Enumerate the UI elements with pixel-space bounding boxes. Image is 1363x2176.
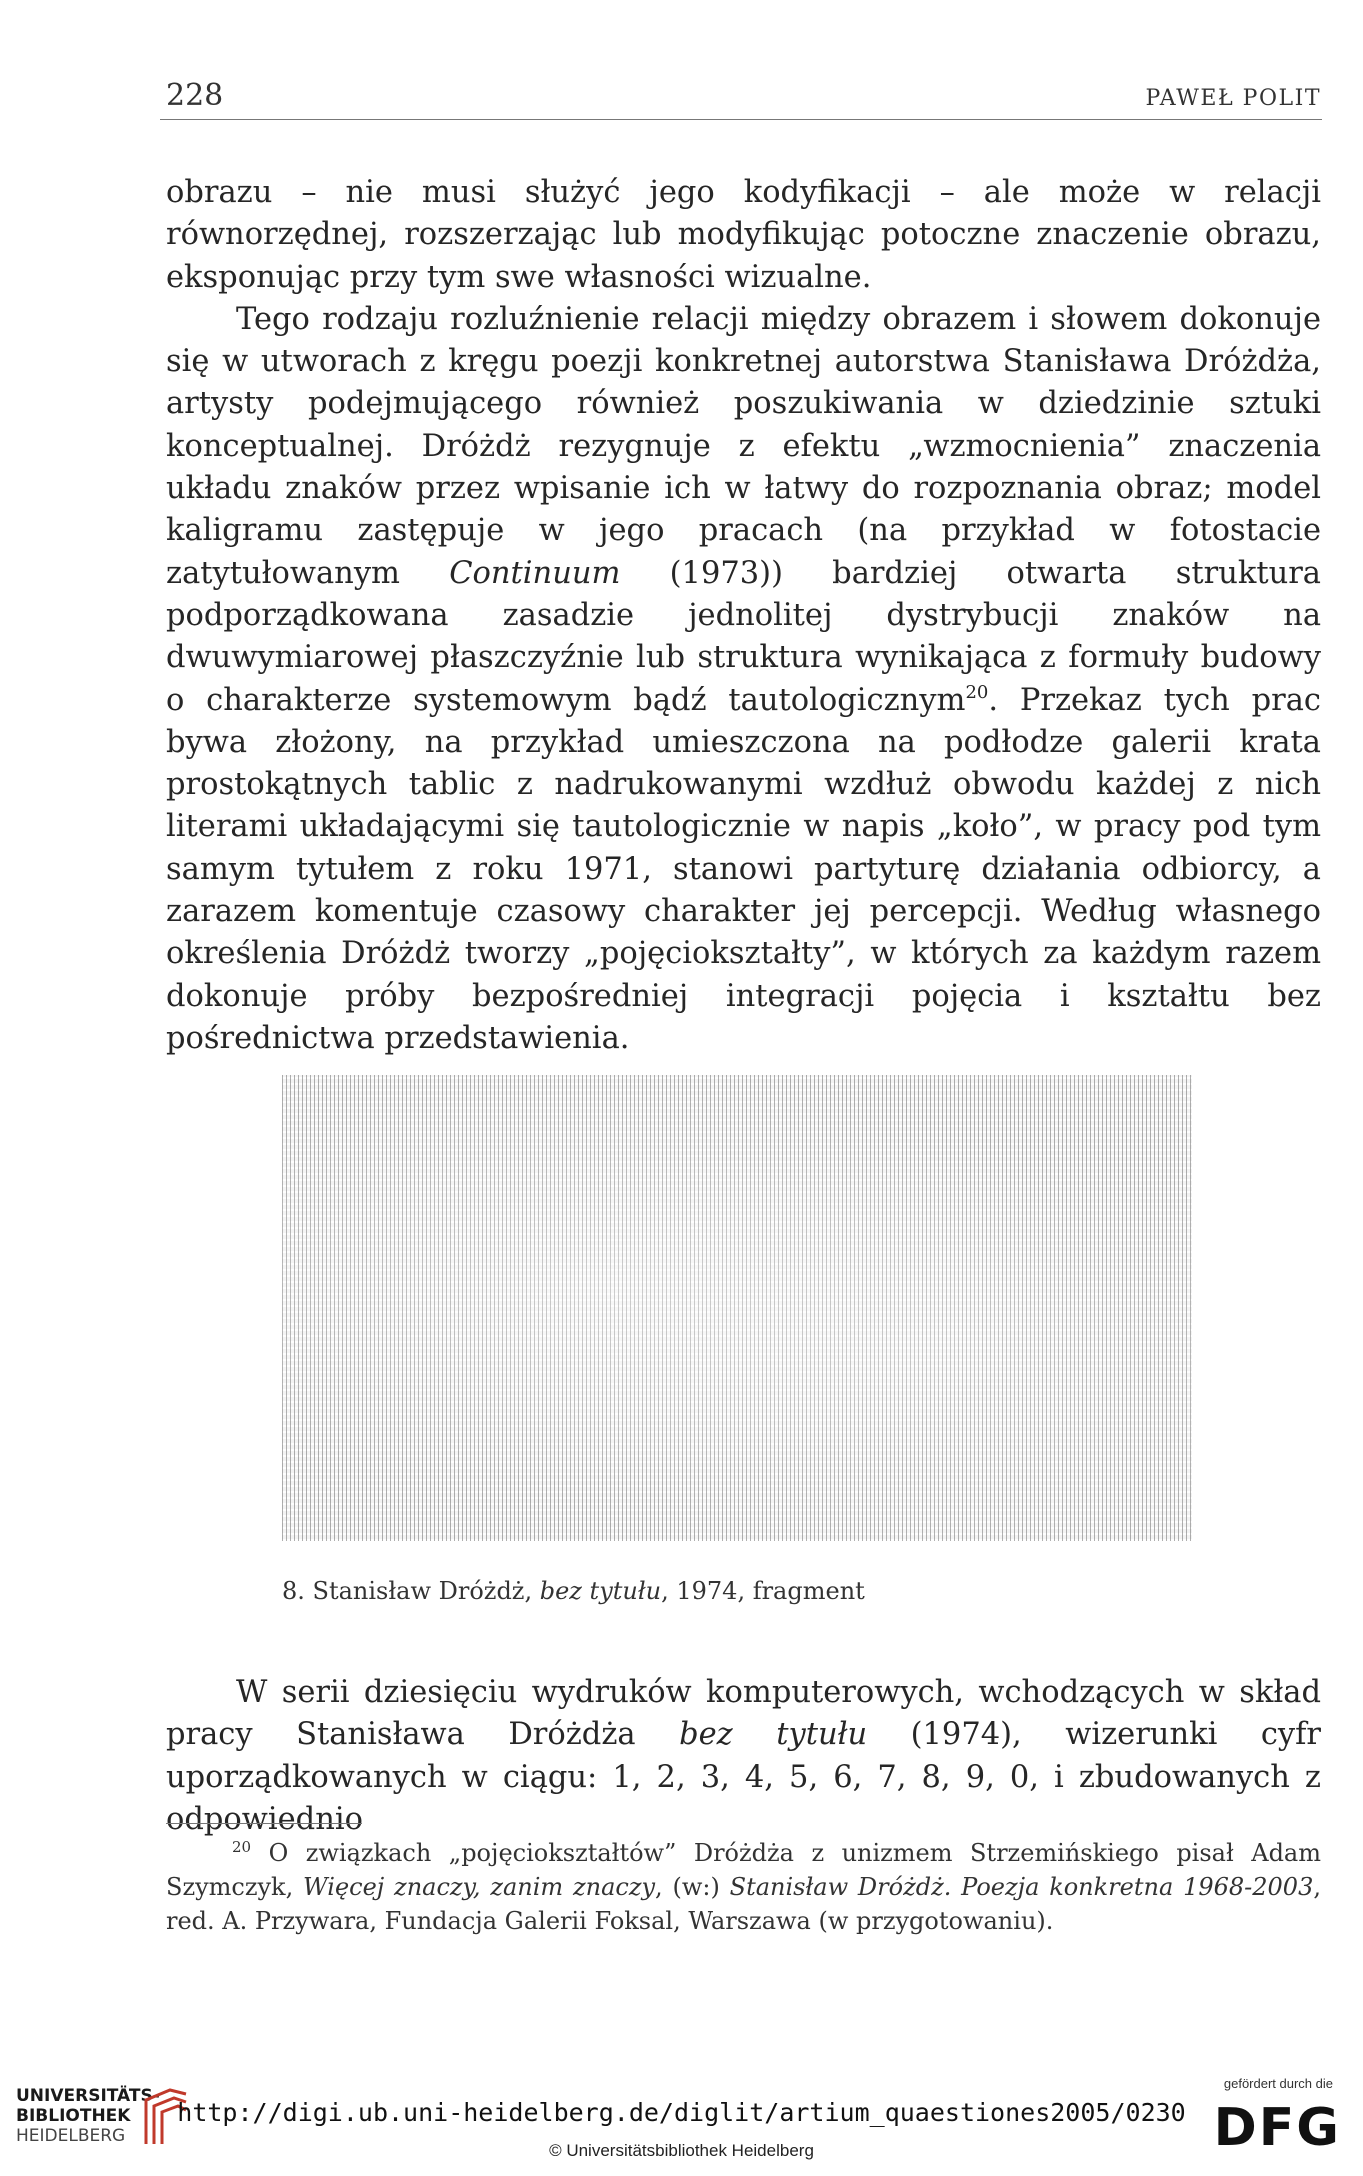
library-name-line: BIBLIOTHEK	[16, 2106, 131, 2126]
caption-text: , 1974, fragment	[661, 1577, 865, 1605]
paragraph	[166, 1672, 1321, 1841]
page-number: 228	[166, 78, 224, 113]
text-run: (1973)) bardziej otwarta struktura podporządkowana zasadzie jednolitej dystrybucji znaków na dwuwymiarowej płaszczyźnie lub struktura wynikająca z formuły budowy o charakterze systemowym bądź tautologicznym	[166, 555, 1321, 718]
italic-title: Więcej znaczy, zanim znaczy	[303, 1873, 656, 1901]
copyright-notice: © Universitätsbibliothek Heidelberg	[549, 2141, 814, 2160]
footnote-rule	[166, 1823, 362, 1824]
text-run: . Przekaz tych prac bywa złożony, na przykład umieszczona na podłodze galerii krata prostokątnych tablic z nadrukowanymi wzdłuż obwodu każdej z nich literami układającymi się tautologicznie w napis „koło”, w pracy pod tym samym tytułem z roku 1971, stanowi partyturę działania odbiorcy, a zarazem komentuje czasowy charakter jej percepcji. Według własnego określenia Dróżdż tworzy „pojęciokształty”, w których za każdym razem dokonuje próby bezpośredniej integracji pojęcia i kształtu bez pośrednictwa przedstawienia.	[166, 682, 1321, 1056]
italic-title: Continuum	[449, 555, 621, 591]
footnote-number: 20	[232, 1838, 252, 1856]
library-name-line: UNIVERSITÄTS-	[16, 2086, 160, 2106]
figure-image	[282, 1075, 1192, 1541]
text-run: (1974), wizerunki cyfr uporządkowanych w ciągu: 1, 2, 3, 4, 5, 6, 7, 8, 9, 0, i zbudowanych z odpowiednio	[166, 1717, 1321, 1837]
text-run: Tego rodzaju rozluźnienie relacji między obrazem i słowem dokonuje się w utworach z kręgu poezji konkretnej autorstwa Stanisława Dróżdża, artysty podejmującego również poszukiwania w dziedzinie sztuki konceptualnej. Dróżdż rezygnuje z efektu „wzmocnienia” znaczenia układu znaków przez wpisanie ich w łatwy do rozpoznania obraz; model kaligramu zastępuje w jego pracach (na przykład w fotostacie zatytułowanym	[166, 301, 1321, 591]
body-text-top	[166, 172, 1321, 1060]
permalink-url[interactable]: http://digi.ub.uni-heidelberg.de/diglit/artium_quaestiones2005/0230	[177, 2098, 1186, 2127]
footnote-reference[interactable]: 20	[965, 681, 989, 703]
text-run: , (w:)	[655, 1873, 730, 1901]
dfg-logo: DFG	[1213, 2098, 1341, 2158]
funder-note: gefördert durch die	[1223, 2076, 1333, 2091]
text-run: O związkach „pojęciokształtów” Dróżdża z unizmem Strzemińskiego pisał Adam Szymczyk,	[166, 1839, 1321, 1901]
header-rule	[160, 119, 1322, 120]
library-name-line: HEIDELBERG	[16, 2126, 126, 2146]
paragraph: obrazu – nie musi służyć jego kodyfikacji – ale może w relacji równorzędnej, rozszerzając lub modyfikując potoczne znaczenie obrazu, eksponując przy tym swe własności wizualne.	[166, 175, 1321, 295]
caption-italic-title: bez tytułu	[539, 1577, 662, 1605]
caption-text: 8. Stanisław Dróżdż,	[282, 1577, 540, 1605]
running-head-author: PAWEŁ POLIT	[1145, 86, 1321, 111]
figure-caption	[282, 1577, 865, 1605]
text-run: W serii dziesięciu wydruków komputerowych, wchodzących w skład pracy Stanisława Dróżdża	[166, 1675, 1321, 1753]
footnote-text	[166, 1836, 1321, 1938]
paragraph	[166, 299, 1321, 1060]
text-run: , red. A. Przywara, Fundacja Galerii Foksal, Warszawa (w przygotowaniu).	[166, 1873, 1321, 1935]
italic-title: Stanisław Dróżdż. Poezja konkretna 1968-2003	[729, 1873, 1314, 1901]
italic-title: bez tytułu	[679, 1717, 868, 1753]
body-text-bottom	[166, 1672, 1321, 1841]
running-head	[166, 78, 1321, 118]
footer-bar	[0, 2058, 1363, 2176]
footnote	[166, 1836, 1321, 1938]
